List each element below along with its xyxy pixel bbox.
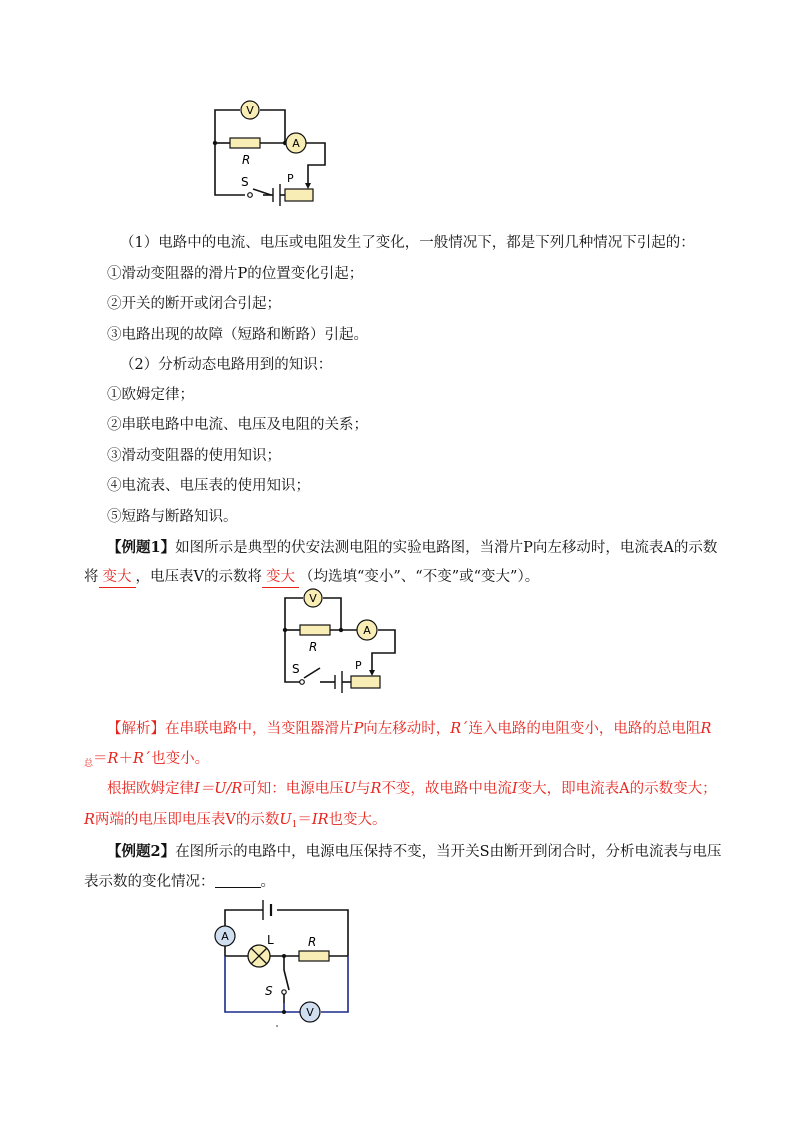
list-item: ②串联电路中电流、电压及电阻的关系； xyxy=(107,417,368,433)
circuit-diagram-3 xyxy=(205,898,365,1033)
circuit-diagram-1 xyxy=(205,95,335,210)
slider-label: P xyxy=(355,659,362,672)
list-item: ⑤短路与断路知识。 xyxy=(107,509,238,525)
lamp-label: L xyxy=(267,933,274,947)
example2-question-line2: 表示数的变化情况： 。 xyxy=(84,874,275,890)
section1-heading: （1）电路中的电流、电压或电阻发生了变化，一般情况下，都是下列几种情况下引起的： xyxy=(120,235,695,251)
ammeter-label: A xyxy=(221,930,229,943)
voltmeter-label: V xyxy=(309,592,317,605)
voltmeter-label: V xyxy=(306,1006,314,1019)
resistor-label: R xyxy=(308,935,317,949)
list-item: ④电流表、电压表的使用知识； xyxy=(107,478,310,494)
answer-blank: 变大 xyxy=(99,567,136,588)
example1-question: 【例题1】如图所示是典型的伏安法测电阻的实验电路图，当滑片P向左移动时，电流表A的示数 xyxy=(107,539,718,556)
slider-label: P xyxy=(287,172,294,185)
answer-blank xyxy=(215,873,261,888)
list-item: ①欧姆定律； xyxy=(107,387,194,403)
switch-label: S xyxy=(241,175,249,189)
ammeter-label: A xyxy=(363,624,371,637)
switch-label: S xyxy=(292,662,300,676)
answer-blank: 变大 xyxy=(262,567,299,588)
section2-heading: （2）分析动态电路用到的知识： xyxy=(120,357,333,373)
analysis-line2: $_总$＝R＋R´也变小。 xyxy=(84,751,210,769)
list-item: ①滑动变阻器的滑片P的位置变化引起； xyxy=(107,266,364,282)
voltmeter-label: V xyxy=(246,104,254,117)
example1-question-line2: 将 变大 ，电压表V的示数将 变大 （均选填“变小”、“不变”或“变大”）。 xyxy=(84,567,539,588)
example2-question: 【例题2】在图所示的电路中，电源电压保持不变，当开关S由断开到闭合时，分析电流表与电压 xyxy=(107,843,722,860)
example2-tag: 【例题2】 xyxy=(107,843,176,860)
analysis-tag: 【解析】 xyxy=(107,721,165,737)
analysis-line4: R两端的电压即电压表V的示数$U_1=IR$也变大。 xyxy=(84,812,387,830)
resistor-label: R xyxy=(309,640,318,654)
list-item: ②开关的断开或闭合引起； xyxy=(107,296,281,312)
circuit-diagram-2 xyxy=(275,585,405,700)
list-item: ③电路出现的故障（短路和断路）引起。 xyxy=(107,327,368,343)
ammeter-label: A xyxy=(292,137,300,150)
switch-label: S xyxy=(265,984,273,998)
analysis-line3: 根据欧姆定律I＝U/R可知：电源电压U与R不变，故电路中电流I变大，即电流表A的示数变大； xyxy=(107,781,717,797)
resistor-label: R xyxy=(242,153,251,167)
analysis-line1: 【解析】在串联电路中，当变阻器滑片P向左移动时，R´连入电路的电阻变小，电路的总电阻R xyxy=(107,721,712,737)
example1-tag: 【例题1】 xyxy=(107,539,176,556)
list-item: ③滑动变阻器的使用知识； xyxy=(107,448,281,464)
